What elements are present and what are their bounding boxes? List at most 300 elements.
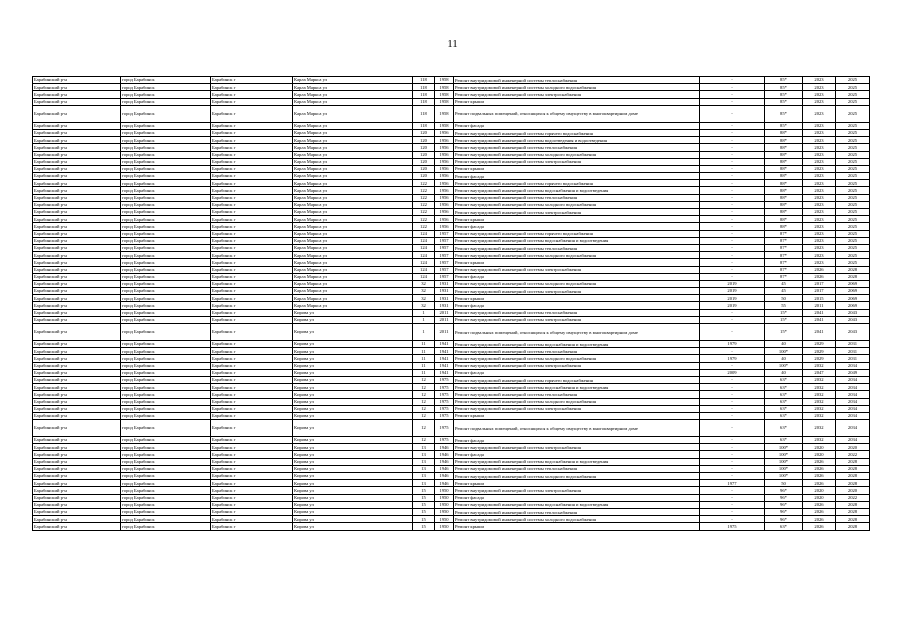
house-number-cell: 11: [413, 369, 435, 376]
period-start-cell: 2020: [803, 494, 836, 501]
last-repair-year-cell: -: [700, 230, 765, 237]
wear-percent-cell: 87*: [765, 244, 803, 251]
period-end-cell: 2025: [836, 259, 870, 266]
wear-percent-cell: 15*: [765, 316, 803, 323]
house-number-cell: 15: [413, 487, 435, 494]
house-number-cell: 118: [413, 77, 435, 84]
build-year-cell: 1956: [435, 144, 454, 151]
work-type-cell: Ремонт фасада: [454, 273, 700, 280]
work-type-cell: Ремонт крыши: [454, 259, 700, 266]
district-cell: Барабинский р-н: [33, 451, 121, 458]
build-year-cell: 1975: [435, 437, 454, 444]
street-cell: Карла Маркса ул: [293, 129, 413, 136]
settlement-cell: город Барабинск: [121, 273, 211, 280]
work-type-cell: Ремонт фасада: [454, 494, 700, 501]
settlement-cell: город Барабинск: [121, 362, 211, 369]
street-cell: Карла Маркса ул: [293, 216, 413, 223]
work-type-cell: Ремонт внутридомовой инженерной системы теплоснабжения: [454, 144, 700, 151]
period-end-cell: 2028: [836, 501, 870, 508]
street-cell: Кирова ул: [293, 369, 413, 376]
table-row: [33, 137, 870, 144]
table-row: [33, 341, 870, 348]
settlement-cell: город Барабинск: [121, 494, 211, 501]
period-start-cell: 2032: [803, 405, 836, 412]
district-cell: Барабинский р-н: [33, 98, 121, 105]
city-cell: Барабинск г: [211, 201, 293, 208]
city-cell: Барабинск г: [211, 391, 293, 398]
house-number-cell: 13: [413, 473, 435, 480]
settlement-cell: город Барабинск: [121, 194, 211, 201]
period-end-cell: 2049: [836, 369, 870, 376]
wear-percent-cell: 100*: [765, 458, 803, 465]
last-repair-year-cell: -: [700, 165, 765, 172]
build-year-cell: 1975: [435, 398, 454, 405]
last-repair-year-cell: 1979: [700, 341, 765, 348]
house-number-cell: 124: [413, 230, 435, 237]
build-year-cell: 1957: [435, 273, 454, 280]
settlement-cell: город Барабинск: [121, 391, 211, 398]
build-year-cell: 1957: [435, 259, 454, 266]
build-year-cell: 1975: [435, 420, 454, 437]
period-end-cell: 2025: [836, 216, 870, 223]
district-cell: Барабинский р-н: [33, 398, 121, 405]
last-repair-year-cell: -: [700, 324, 765, 341]
settlement-cell: город Барабинск: [121, 144, 211, 151]
district-cell: Барабинский р-н: [33, 523, 121, 530]
city-cell: Барабинск г: [211, 180, 293, 187]
city-cell: Барабинск г: [211, 458, 293, 465]
street-cell: Кирова ул: [293, 516, 413, 523]
wear-percent-cell: 87*: [765, 273, 803, 280]
house-number-cell: 124: [413, 252, 435, 259]
city-cell: Барабинск г: [211, 77, 293, 84]
city-cell: Барабинск г: [211, 194, 293, 201]
period-end-cell: 2028: [836, 516, 870, 523]
city-cell: Барабинск г: [211, 280, 293, 287]
district-cell: Барабинский р-н: [33, 391, 121, 398]
street-cell: Кирова ул: [293, 391, 413, 398]
work-type-cell: Ремонт внутридомовой инженерной системы водоснабжения и водоотведения: [454, 458, 700, 465]
settlement-cell: город Барабинск: [121, 516, 211, 523]
street-cell: Кирова ул: [293, 501, 413, 508]
period-start-cell: 2023: [803, 129, 836, 136]
build-year-cell: 1956: [435, 180, 454, 187]
table-row: [33, 348, 870, 355]
city-cell: Барабинск г: [211, 129, 293, 136]
city-cell: Барабинск г: [211, 173, 293, 180]
period-end-cell: 2025: [836, 173, 870, 180]
settlement-cell: город Барабинск: [121, 302, 211, 309]
period-start-cell: 2032: [803, 412, 836, 419]
period-end-cell: 2025: [836, 137, 870, 144]
settlement-cell: город Барабинск: [121, 137, 211, 144]
period-end-cell: 2025: [836, 105, 870, 122]
street-cell: Кирова ул: [293, 384, 413, 391]
settlement-cell: город Барабинск: [121, 316, 211, 323]
district-cell: Барабинский р-н: [33, 420, 121, 437]
city-cell: Барабинск г: [211, 324, 293, 341]
work-type-cell: Ремонт внутридомовой инженерной системы холодного водоснабжения: [454, 252, 700, 259]
table-row: [33, 244, 870, 251]
build-year-cell: 1957: [435, 237, 454, 244]
house-number-cell: 32: [413, 280, 435, 287]
district-cell: Барабинский р-н: [33, 259, 121, 266]
house-number-cell: 124: [413, 266, 435, 273]
work-type-cell: Ремонт крыши: [454, 412, 700, 419]
settlement-cell: город Барабинск: [121, 420, 211, 437]
wear-percent-cell: 63*: [765, 405, 803, 412]
house-number-cell: 118: [413, 105, 435, 122]
settlement-cell: город Барабинск: [121, 501, 211, 508]
table-row: [33, 384, 870, 391]
settlement-cell: город Барабинск: [121, 98, 211, 105]
street-cell: Кирова ул: [293, 437, 413, 444]
settlement-cell: город Барабинск: [121, 216, 211, 223]
district-cell: Барабинский р-н: [33, 77, 121, 84]
wear-percent-cell: 96*: [765, 501, 803, 508]
period-end-cell: 2025: [836, 91, 870, 98]
table-row: [33, 122, 870, 129]
period-start-cell: 2026: [803, 516, 836, 523]
street-cell: Карла Маркса ул: [293, 302, 413, 309]
house-number-cell: 15: [413, 494, 435, 501]
period-start-cell: 2026: [803, 523, 836, 530]
last-repair-year-cell: -: [700, 384, 765, 391]
period-start-cell: 2023: [803, 173, 836, 180]
period-end-cell: 2031: [836, 341, 870, 348]
district-cell: Барабинский р-н: [33, 348, 121, 355]
build-year-cell: 1956: [435, 158, 454, 165]
table-row: [33, 523, 870, 530]
settlement-cell: город Барабинск: [121, 295, 211, 302]
city-cell: Барабинск г: [211, 384, 293, 391]
street-cell: Карла Маркса ул: [293, 259, 413, 266]
settlement-cell: город Барабинск: [121, 209, 211, 216]
district-cell: Барабинский р-н: [33, 223, 121, 230]
district-cell: Барабинский р-н: [33, 516, 121, 523]
district-cell: Барабинский р-н: [33, 252, 121, 259]
wear-percent-cell: 85*: [765, 122, 803, 129]
period-end-cell: 2028: [836, 465, 870, 472]
city-cell: Барабинск г: [211, 494, 293, 501]
district-cell: Барабинский р-н: [33, 324, 121, 341]
period-start-cell: 2029: [803, 341, 836, 348]
city-cell: Барабинск г: [211, 412, 293, 419]
table-row: [33, 180, 870, 187]
city-cell: Барабинск г: [211, 209, 293, 216]
build-year-cell: 1946: [435, 473, 454, 480]
table-row: [33, 84, 870, 91]
work-type-cell: Ремонт внутридомовой инженерной системы теплоснабжения: [454, 194, 700, 201]
street-cell: Карла Маркса ул: [293, 230, 413, 237]
house-number-cell: 124: [413, 273, 435, 280]
last-repair-year-cell: 2019: [700, 295, 765, 302]
settlement-cell: город Барабинск: [121, 165, 211, 172]
city-cell: Барабинск г: [211, 473, 293, 480]
settlement-cell: город Барабинск: [121, 288, 211, 295]
district-cell: Барабинский р-н: [33, 437, 121, 444]
district-cell: Барабинский р-н: [33, 480, 121, 487]
city-cell: Барабинск г: [211, 295, 293, 302]
period-end-cell: 2025: [836, 244, 870, 251]
settlement-cell: город Барабинск: [121, 259, 211, 266]
district-cell: Барабинский р-н: [33, 384, 121, 391]
work-type-cell: Ремонт фасада: [454, 122, 700, 129]
period-start-cell: 2032: [803, 384, 836, 391]
city-cell: Барабинск г: [211, 405, 293, 412]
build-year-cell: 1956: [435, 194, 454, 201]
work-type-cell: Ремонт внутридомовой инженерной системы электроснабжения: [454, 405, 700, 412]
work-type-cell: Ремонт внутридомовой инженерной системы горячего водоснабжения: [454, 180, 700, 187]
last-repair-year-cell: 1975: [700, 523, 765, 530]
street-cell: Карла Маркса ул: [293, 105, 413, 122]
last-repair-year-cell: -: [700, 420, 765, 437]
work-type-cell: Ремонт внутридомовой инженерной системы холодного водоснабжения: [454, 473, 700, 480]
period-end-cell: 2020: [836, 444, 870, 451]
build-year-cell: 1941: [435, 355, 454, 362]
period-end-cell: 2025: [836, 165, 870, 172]
district-cell: Барабинский р-н: [33, 280, 121, 287]
district-cell: Барабинский р-н: [33, 295, 121, 302]
house-number-cell: 13: [413, 465, 435, 472]
wear-percent-cell: 88*: [765, 151, 803, 158]
city-cell: Барабинск г: [211, 302, 293, 309]
wear-percent-cell: 85*: [765, 105, 803, 122]
last-repair-year-cell: -: [700, 494, 765, 501]
table-row: [33, 237, 870, 244]
district-cell: Барабинский р-н: [33, 458, 121, 465]
last-repair-year-cell: -: [700, 451, 765, 458]
house-number-cell: 120: [413, 137, 435, 144]
period-start-cell: 2023: [803, 158, 836, 165]
last-repair-year-cell: 2019: [700, 288, 765, 295]
build-year-cell: 1975: [435, 376, 454, 383]
settlement-cell: город Барабинск: [121, 244, 211, 251]
district-cell: Барабинский р-н: [33, 216, 121, 223]
last-repair-year-cell: -: [700, 501, 765, 508]
street-cell: Карла Маркса ул: [293, 151, 413, 158]
period-start-cell: 2023: [803, 244, 836, 251]
house-number-cell: 15: [413, 516, 435, 523]
table-row: [33, 398, 870, 405]
last-repair-year-cell: -: [700, 516, 765, 523]
settlement-cell: город Барабинск: [121, 252, 211, 259]
street-cell: Кирова ул: [293, 480, 413, 487]
period-start-cell: 2015: [803, 295, 836, 302]
house-number-cell: 124: [413, 237, 435, 244]
city-cell: Барабинск г: [211, 341, 293, 348]
last-repair-year-cell: -: [700, 173, 765, 180]
wear-percent-cell: 85*: [765, 84, 803, 91]
district-cell: Барабинский р-н: [33, 84, 121, 91]
build-year-cell: 1931: [435, 280, 454, 287]
wear-percent-cell: 85*: [765, 91, 803, 98]
wear-percent-cell: 96*: [765, 516, 803, 523]
table-row: [33, 412, 870, 419]
table-row: [33, 376, 870, 383]
last-repair-year-cell: -: [700, 252, 765, 259]
street-cell: Кирова ул: [293, 316, 413, 323]
table-row: [33, 501, 870, 508]
wear-percent-cell: 87*: [765, 237, 803, 244]
house-number-cell: 124: [413, 259, 435, 266]
period-end-cell: 2034: [836, 420, 870, 437]
period-start-cell: 2023: [803, 216, 836, 223]
wear-percent-cell: 63*: [765, 376, 803, 383]
table-row: [33, 165, 870, 172]
city-cell: Барабинск г: [211, 465, 293, 472]
period-end-cell: 2025: [836, 158, 870, 165]
period-end-cell: 2025: [836, 122, 870, 129]
house-number-cell: 120: [413, 165, 435, 172]
house-number-cell: 12: [413, 412, 435, 419]
street-cell: Карла Маркса ул: [293, 173, 413, 180]
settlement-cell: город Барабинск: [121, 398, 211, 405]
work-type-cell: Ремонт внутридомовой инженерной системы электроснабжения: [454, 209, 700, 216]
work-type-cell: Ремонт подвальных помещений, относящихся к общему имуществу в многоквартирном доме: [454, 324, 700, 341]
period-end-cell: 2043: [836, 324, 870, 341]
wear-percent-cell: 88*: [765, 216, 803, 223]
settlement-cell: город Барабинск: [121, 201, 211, 208]
table-row: [33, 91, 870, 98]
work-type-cell: Ремонт крыши: [454, 523, 700, 530]
settlement-cell: город Барабинск: [121, 376, 211, 383]
district-cell: Барабинский р-н: [33, 473, 121, 480]
city-cell: Барабинск г: [211, 309, 293, 316]
build-year-cell: 1958: [435, 77, 454, 84]
city-cell: Барабинск г: [211, 487, 293, 494]
street-cell: Карла Маркса ул: [293, 187, 413, 194]
period-end-cell: 2028: [836, 508, 870, 515]
street-cell: Кирова ул: [293, 362, 413, 369]
settlement-cell: город Барабинск: [121, 230, 211, 237]
work-type-cell: Ремонт внутридомовой инженерной системы холодного водоснабжения: [454, 201, 700, 208]
build-year-cell: 1950: [435, 494, 454, 501]
work-type-cell: Ремонт внутридомовой инженерной системы теплоснабжения: [454, 309, 700, 316]
period-start-cell: 2023: [803, 84, 836, 91]
settlement-cell: город Барабинск: [121, 187, 211, 194]
wear-percent-cell: 100*: [765, 451, 803, 458]
period-end-cell: 2034: [836, 398, 870, 405]
street-cell: Кирова ул: [293, 355, 413, 362]
last-repair-year-cell: 1977: [700, 480, 765, 487]
city-cell: Барабинск г: [211, 369, 293, 376]
last-repair-year-cell: 1979: [700, 355, 765, 362]
last-repair-year-cell: -: [700, 273, 765, 280]
district-cell: Барабинский р-н: [33, 158, 121, 165]
period-end-cell: 2034: [836, 376, 870, 383]
work-type-cell: Ремонт внутридомовой инженерной системы теплоснабжения: [454, 508, 700, 515]
last-repair-year-cell: -: [700, 98, 765, 105]
district-cell: Барабинский р-н: [33, 487, 121, 494]
city-cell: Барабинск г: [211, 91, 293, 98]
period-end-cell: 2025: [836, 84, 870, 91]
build-year-cell: 1956: [435, 216, 454, 223]
last-repair-year-cell: -: [700, 266, 765, 273]
period-start-cell: 2026: [803, 458, 836, 465]
last-repair-year-cell: -: [700, 201, 765, 208]
period-start-cell: 2026: [803, 266, 836, 273]
period-end-cell: 2069: [836, 288, 870, 295]
table-row: [33, 458, 870, 465]
table-row: [33, 295, 870, 302]
build-year-cell: 1956: [435, 129, 454, 136]
wear-percent-cell: 87*: [765, 230, 803, 237]
district-cell: Барабинский р-н: [33, 341, 121, 348]
house-number-cell: 32: [413, 295, 435, 302]
table-body: [33, 77, 870, 531]
wear-percent-cell: 15*: [765, 324, 803, 341]
work-type-cell: Ремонт фасада: [454, 173, 700, 180]
period-end-cell: 2025: [836, 223, 870, 230]
work-type-cell: Ремонт внутридомовой инженерной системы водоснабжения и водоотведения: [454, 187, 700, 194]
build-year-cell: 1950: [435, 523, 454, 530]
last-repair-year-cell: -: [700, 259, 765, 266]
last-repair-year-cell: 2019: [700, 280, 765, 287]
street-cell: Карла Маркса ул: [293, 223, 413, 230]
street-cell: Кирова ул: [293, 420, 413, 437]
house-number-cell: 120: [413, 151, 435, 158]
work-type-cell: Ремонт фасада: [454, 302, 700, 309]
build-year-cell: 1931: [435, 302, 454, 309]
wear-percent-cell: 63*: [765, 398, 803, 405]
settlement-cell: город Барабинск: [121, 355, 211, 362]
city-cell: Барабинск г: [211, 501, 293, 508]
wear-percent-cell: 100*: [765, 444, 803, 451]
street-cell: Кирова ул: [293, 451, 413, 458]
build-year-cell: 1950: [435, 508, 454, 515]
table-row: [33, 129, 870, 136]
wear-percent-cell: 100*: [765, 348, 803, 355]
last-repair-year-cell: -: [700, 458, 765, 465]
street-cell: Карла Маркса ул: [293, 98, 413, 105]
period-end-cell: 2022: [836, 494, 870, 501]
house-number-cell: 12: [413, 405, 435, 412]
period-end-cell: 2025: [836, 151, 870, 158]
period-start-cell: 2026: [803, 273, 836, 280]
last-repair-year-cell: 2019: [700, 302, 765, 309]
wear-percent-cell: 87*: [765, 259, 803, 266]
period-start-cell: 2017: [803, 280, 836, 287]
period-start-cell: 2023: [803, 259, 836, 266]
street-cell: Кирова ул: [293, 487, 413, 494]
table-row: [33, 77, 870, 84]
house-number-cell: 118: [413, 91, 435, 98]
period-end-cell: 2031: [836, 355, 870, 362]
period-start-cell: 2041: [803, 316, 836, 323]
district-cell: Барабинский р-н: [33, 369, 121, 376]
period-end-cell: 2031: [836, 348, 870, 355]
settlement-cell: город Барабинск: [121, 369, 211, 376]
work-type-cell: Ремонт внутридомовой инженерной системы водоснабжения и водоотведения: [454, 341, 700, 348]
work-type-cell: Ремонт внутридомовой инженерной системы электроснабжения: [454, 288, 700, 295]
house-number-cell: 32: [413, 288, 435, 295]
period-start-cell: 2023: [803, 151, 836, 158]
work-type-cell: Ремонт внутридомовой инженерной системы холодного водоснабжения: [454, 84, 700, 91]
wear-percent-cell: 45: [765, 280, 803, 287]
period-end-cell: 2025: [836, 201, 870, 208]
period-start-cell: 2029: [803, 348, 836, 355]
build-year-cell: 1958: [435, 105, 454, 122]
house-number-cell: 12: [413, 398, 435, 405]
build-year-cell: 1956: [435, 151, 454, 158]
work-type-cell: Ремонт внутридомовой инженерной системы водоснабжения и водоотведения: [454, 384, 700, 391]
period-start-cell: 2026: [803, 473, 836, 480]
work-type-cell: Ремонт подвальных помещений, относящихся к общему имуществу в многоквартирном доме: [454, 420, 700, 437]
period-start-cell: 2026: [803, 501, 836, 508]
period-start-cell: 2047: [803, 369, 836, 376]
build-year-cell: 1956: [435, 165, 454, 172]
